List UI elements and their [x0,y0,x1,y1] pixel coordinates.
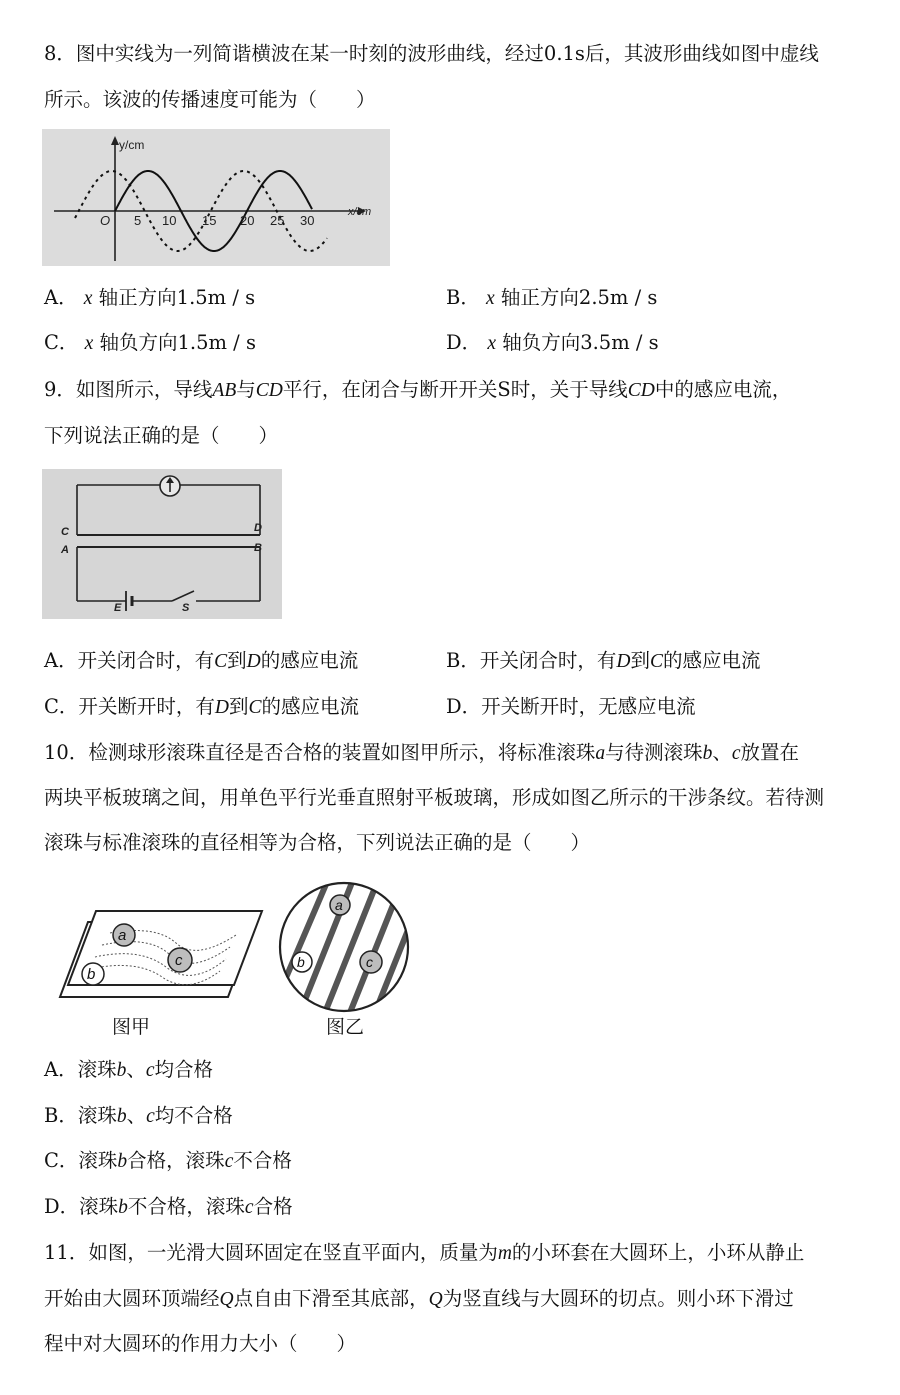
q8-option-b-prefix: B． [446,286,480,309]
svg-text:a: a [118,927,127,944]
q11-stem-line3: 程中对大圆环的作用力大小（ ） [44,1332,357,1355]
q9-stem-line2: 下列说法正确的是（ ） [44,424,279,447]
plate-diagram [60,911,262,997]
fig-yi-caption: 图乙 [326,1017,365,1038]
q8-option-c[interactable] [44,330,256,357]
q8-xlabel: x/cm [348,206,372,218]
q8-ylabel: y/cm [119,138,145,152]
svg-text:b: b [297,954,305,970]
q9-stem-line1: 9．如图所示，导线AB与CD平行，在闭合与断开开关S时，关于导线CD中的感应电流， [44,378,792,401]
q10-option-b[interactable]: B．滚珠b、c均不合格 [44,1104,233,1127]
q10-option-d[interactable]: D．滚珠b不合格，滚珠c合格 [44,1195,293,1218]
q10-stem-line1: 10．检测球形滚珠直径是否合格的装置如图甲所示，将标准滚珠a与待测滚珠b、c放置在 [44,741,800,764]
q8-option-c-var: x [84,333,94,354]
q8-option-a-text: 轴正方向1.5m / s [98,286,256,309]
svg-text:a: a [335,897,343,913]
q8-option-c-text: 轴负方向1.5m / s [99,331,256,354]
q11-stem-line1: 11．如图，一光滑大圆环固定在竖直平面内，质量为m的小环套在大圆环上，小环从静止 [44,1241,805,1264]
q8-stem-line1: 8．图中实线为一列简谐横波在某一时刻的波形曲线，经过0.1s后，其波形曲线如图中虚线 [44,42,819,65]
q8-option-b-var: x [486,288,495,309]
q8-option-b-text: 轴正方向2.5m / s [500,286,658,309]
q8-wave-figure [42,129,390,266]
svg-text:S: S [182,602,190,614]
svg-text:B: B [254,542,262,554]
svg-text:A: A [61,544,69,556]
q9-option-b[interactable]: B．开关闭合时，有D到C的感应电流 [446,649,761,672]
q8-option-d-prefix: D． [446,331,482,354]
q11-stem-line2: 开始由大圆环顶端经Q点自由下滑至其底部，Q为竖直线与大圆环的切点。则小环下滑过 [44,1287,794,1310]
svg-text:c: c [366,954,373,970]
q8-option-d[interactable] [446,330,659,357]
svg-text:D: D [254,522,262,534]
q8-option-a-prefix: A． [44,286,78,309]
q9-option-c[interactable]: C．开关断开时，有D到C的感应电流 [44,695,360,718]
q9-option-a[interactable]: A．开关闭合时，有C到D的感应电流 [44,649,359,672]
q9-option-d[interactable]: D．开关断开时，无感应电流 [446,695,696,718]
q10-stem-line2: 两块平板玻璃之间，用单色平行光垂直照射平板玻璃，形成如图乙所示的干涉条纹。若待测 [44,786,825,809]
q9-circuit-figure [42,469,282,619]
q8-tick-5: 5 [134,213,142,228]
q8-option-d-var: x [487,333,496,354]
q8-option-a-var: x [83,288,93,309]
q8-tick-20: 20 [240,213,255,228]
svg-text:b: b [87,966,96,983]
svg-text:C: C [61,526,69,538]
q10-figures [40,875,460,1045]
q8-option-c-prefix: C． [44,331,79,354]
fringe-pattern [245,875,455,1025]
q10-option-a[interactable]: A．滚珠b、c均合格 [44,1058,214,1081]
svg-text:E: E [114,602,122,614]
q8-option-b[interactable] [446,285,657,312]
q8-tick-25: 25 [270,213,285,228]
fig-jia-caption: 图甲 [112,1017,151,1038]
q8-tick-30: 30 [300,213,315,228]
q8-tick-15: 15 [202,213,217,228]
q10-stem-line3: 滚珠与标准滚珠的直径相等为合格，下列说法正确的是（ ） [44,831,591,854]
q8-option-d-text: 轴负方向3.5m / s [502,331,659,354]
q8-tick-10: 10 [162,213,177,228]
q8-origin-label: O [100,213,111,228]
q8-option-a[interactable] [44,285,255,312]
svg-text:c: c [175,952,183,969]
q8-stem-line2: 所示。该波的传播速度可能为（ ） [44,88,376,111]
q10-option-c[interactable]: C．滚珠b合格，滚珠c不合格 [44,1149,292,1172]
